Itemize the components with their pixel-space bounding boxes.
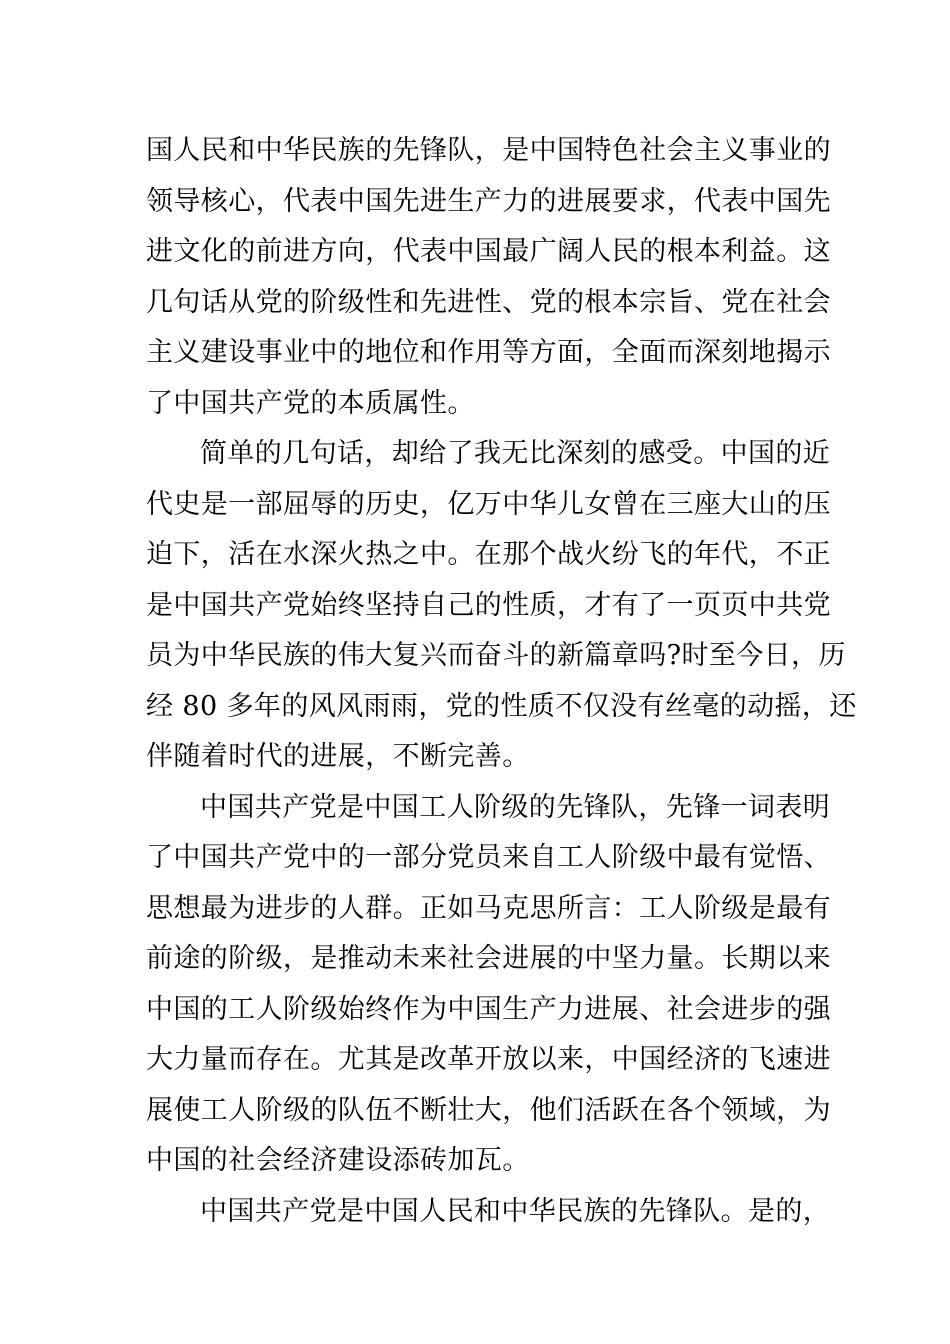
text-line: 中国的社会经济建设添砖加瓦。 [146,1145,530,1176]
text-line: 国人民和中华民族的先锋队，是中国特色社会主义事业的 [146,135,831,166]
text-line: 思想最为进步的人群。正如马克思所言：工人阶级是最有 [146,892,831,924]
document-body [146,126,857,1237]
text-line: 主义建设事业中的地位和作用等方面，全面而深刻地揭示 [146,337,831,368]
text-line: 了中国共产党中的一部分党员来自工人阶级中最有觉悟、 [146,842,831,873]
paragraph [146,429,857,783]
text-line: 是中国共产党始终坚持自己的性质，才有了一页页中共党 [146,589,831,621]
text-line: 中国共产党是中国工人阶级的先锋队，先锋一词表明 [200,791,831,823]
text-line: 经 80 多年的风风雨雨，党的性质不仅没有丝毫的动摇，还 [146,690,857,722]
paragraph [146,126,831,429]
text-line: 领导核心，代表中国先进生产力的进展要求，代表中国先 [146,185,831,217]
paragraph [146,1187,831,1238]
text-line: 简单的几句话，却给了我无比深刻的感受。中国的近 [200,438,831,469]
text-line: 中国的工人阶级始终作为中国生产力进展、社会进步的强 [146,993,831,1025]
text-line: 前途的阶级，是推动未来社会进展的中坚力量。长期以来 [146,943,831,974]
text-line: 代史是一部屈辱的历史，亿万中华儿女曾在三座大山的压 [146,488,831,520]
text-line: 了中国共产党的本质属性。 [146,387,475,419]
text-line: 伴随着时代的进展，不断完善。 [146,741,530,772]
text-line: 员为中华民族的伟大复兴而奋斗的新篇章吗?时至今日，历 [146,640,846,671]
text-line: 中国共产党是中国人民和中华民族的先锋队。是的， [200,1195,831,1227]
text-line: 几句话从党的阶级性和先进性、党的根本宗旨、党在社会 [146,286,831,318]
text-line: 大力量而存在。尤其是改革开放以来，中国经济的飞速进 [146,1044,831,1075]
paragraph [146,783,831,1187]
text-line: 迫下，活在水深火热之中。在那个战火纷飞的年代，不正 [146,539,831,570]
text-line: 展使工人阶级的队伍不断壮大，他们活跃在各个领域，为 [146,1094,831,1126]
text-line: 进文化的前进方向，代表中国最广阔人民的根本利益。这 [146,236,831,267]
